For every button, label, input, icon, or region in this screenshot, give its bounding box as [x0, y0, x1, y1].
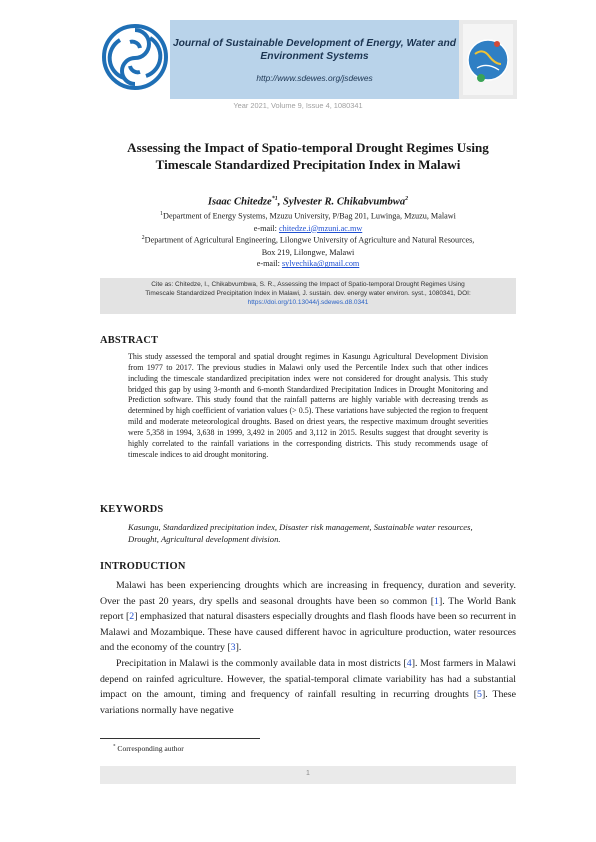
citation-link[interactable]: 4 [406, 657, 412, 669]
email-label: e-mail: [253, 223, 279, 233]
author-email-link[interactable]: sylvechika@gmail.com [281, 259, 360, 269]
cite-line: Timescale Standardized Precipitation Index in Malawi, J. sustain. dev. energy water environ. syst., 1080341, DOI: [145, 290, 471, 298]
author-separator: , [277, 196, 283, 208]
cite-line: Cite as: Chitedze, I., Chikabvumbwa, S. R., Assessing the Impact of Spatio-temporal Drought Regimes Using [151, 281, 465, 288]
cover-globe-icon [459, 20, 517, 99]
paragraph-text: ]. The World Bank report [ [100, 595, 516, 623]
affiliation-mark: 2 [141, 235, 145, 241]
introduction-heading: INTRODUCTION [100, 561, 186, 572]
affiliation-mark: 1 [160, 211, 164, 217]
affiliation-text: Department of Agricultural Engineering, Lilongwe University of Agriculture and Natural Resources, [144, 235, 475, 245]
citation-link[interactable]: 3 [230, 642, 236, 654]
keywords-body: Kasungu, Standardized precipitation index, Disaster risk management, Sustainable water resources, Drought, Agricultural development division. [128, 522, 473, 544]
paragraph [100, 656, 516, 718]
journal-logo [100, 22, 170, 92]
paragraph-text: ]. These variations normally have negative [100, 689, 517, 716]
doi-link[interactable]: https://doi.org/10.13044/j.sdewes.d8.0341 [247, 299, 369, 307]
affiliation-text: Box 219, Lilongwe, Malawi [261, 247, 355, 257]
paragraph [100, 578, 516, 656]
footnote-divider [100, 738, 260, 739]
paragraph-text: ] emphasized that natural disasters especially droughts and flash floods have been so recurrent in Malawi and Mozambique. These have caused different havoc in agriculture production, water resources and the economy of the country [ [100, 611, 516, 654]
paragraph-text: Malawi has been experiencing droughts which are increasing in frequency, duration and severity. Over the past 20 years, dry spells and seasonal droughts have been so common [ [100, 580, 516, 607]
page-footer [100, 766, 516, 784]
author-line [100, 196, 516, 208]
citation-link[interactable]: 1 [434, 595, 439, 607]
page-number: 1 [306, 770, 310, 777]
author-name: Sylvester R. Chikabvumbwa [283, 196, 406, 208]
affiliation-2 [100, 233, 516, 270]
author-affiliation-mark: 2 [405, 196, 409, 202]
abstract-heading: ABSTRACT [100, 335, 159, 346]
email-label: e-mail: [256, 259, 282, 269]
cite-as-box [100, 278, 516, 314]
footnote-mark: * [113, 744, 116, 750]
journal-header-band [170, 20, 459, 99]
paper-title: Assessing the Impact of Spatio-temporal Drought Regimes Using Timescale Standardized Precipitation Index in Malawi [127, 140, 489, 172]
journal-cover-thumbnail [459, 20, 517, 99]
introduction-body [100, 578, 516, 718]
journal-title: Journal of Sustainable Development of Energy, Water and Environment Systems [172, 38, 457, 62]
issue-line: Year 2021, Volume 9, Issue 4, 1080341 [233, 101, 363, 110]
abstract-body: This study assessed the temporal and spatial drought regimes in Kasungu Agricultural Development Division from 1977 to 2017. The previous studies in Malawi only used the Percentile Index such that other indices including the timescale standardized precipitation index were not considered for drought analysis. This study bridged this gap by using 3-month and 6-month Standardized Precipitation Indices in Drought Monitoring and Prediction software. This study found that the rainfall patterns are highly variable with decreasing trends as determined by high coefficient of variation values (> 0.5). These variations have subjected the region to frequent mild and moderate meteorological droughts. Based on driest years, the respective maximum drought severities were 5,358 in 1994, 3,638 in 1999, 3,492 in 2005 and 3,112 in 2015. Results suggest that drought severity is highly correlated to the rainfall variations in the corresponding districts. This study recommends usage of timescale indices to aid drought monitoring. [128, 352, 488, 459]
author-name: Isaac Chitedze [207, 196, 272, 208]
footnote [113, 744, 184, 753]
affiliation-text: Department of Energy Systems, Mzuzu University, P/Bag 201, Luwinga, Mzuzu, Malawi [163, 211, 456, 221]
affiliation-1 [100, 209, 516, 234]
citation-link[interactable]: 2 [129, 611, 135, 623]
footnote-text: Corresponding author [115, 744, 184, 753]
author-email-link[interactable]: chitedze.i@mzuni.ac.mw [278, 223, 363, 233]
paragraph-text: Precipitation in Malawi is the commonly available data in most districts [ [116, 657, 407, 669]
keywords-heading: KEYWORDS [100, 504, 164, 515]
paragraph-text: ]. [235, 642, 242, 654]
citation-link[interactable]: 5 [477, 689, 482, 701]
paragraph-text: ]. Most farmers in Malawi depend on rainfed agriculture. However, the spatial-temporal climate variability has had a substantial impact on the amount, timing and frequency of rainfall resulting in recurring droughts [ [100, 657, 516, 701]
journal-url[interactable]: http://www.sdewes.org/jsdewes [256, 73, 373, 83]
author-affiliation-mark: *1 [271, 196, 278, 202]
